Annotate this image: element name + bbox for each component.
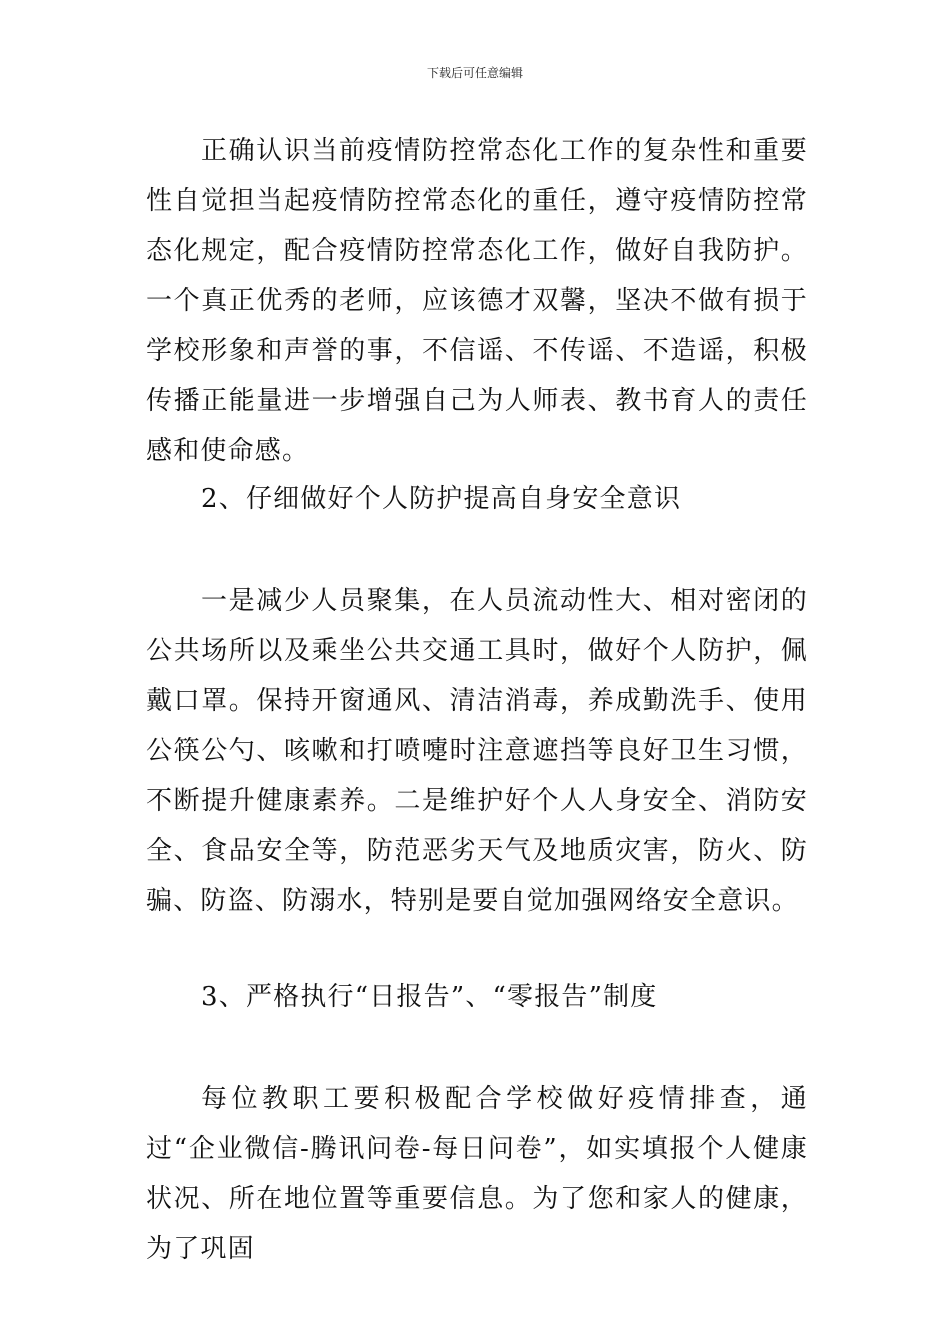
section-heading-3: 3、严格执行“日报告”、“零报告”制度 xyxy=(201,982,658,1012)
page-header: 下载后可任意编辑 xyxy=(426,66,523,80)
paragraph-1: 正确认识当前疫情防控常态化工作的复杂性和重要性自觉担当起疫情防控常态化的重任，遵守疫情防控常态化规定，配合疫情防控常态化工作，做好自我防护。一个真正优秀的老师，应该德才双馨，坚决不做有损于学校形象和声誉的事，不信谣、不传谣、不造谣，积极传播正能量进一步增强自己为人师表、教书育人的责任感和使命感。 xyxy=(146,136,808,466)
paragraph-2: 一是减少人员聚集，在人员流动性大、相对密闭的公共场所以及乘坐公共交通工具时，做好个人防护，佩戴口罩。保持开窗通风、清洁消毒，养成勤洗手、使用公筷公勺、咳嗽和打喷嚏时注意遮挡等良好卫生习惯，不断提升健康素养。二是维护好个人人身安全、消防安全、食品安全等，防范恶劣天气及地质灾害，防火、防骗、防盗、防溺水，特别是要自觉加强网络安全意识。 xyxy=(146,586,808,916)
paragraph-3: 每位教职工要积极配合学校做好疫情排查，通过“企业微信-腾讯问卷-每日问卷”，如实填报个人健康状况、所在地位置等重要信息。为了您和家人的健康，为了巩固 xyxy=(146,1084,808,1264)
section-heading-2: 2、仔细做好个人防护提高自身安全意识 xyxy=(201,484,682,514)
